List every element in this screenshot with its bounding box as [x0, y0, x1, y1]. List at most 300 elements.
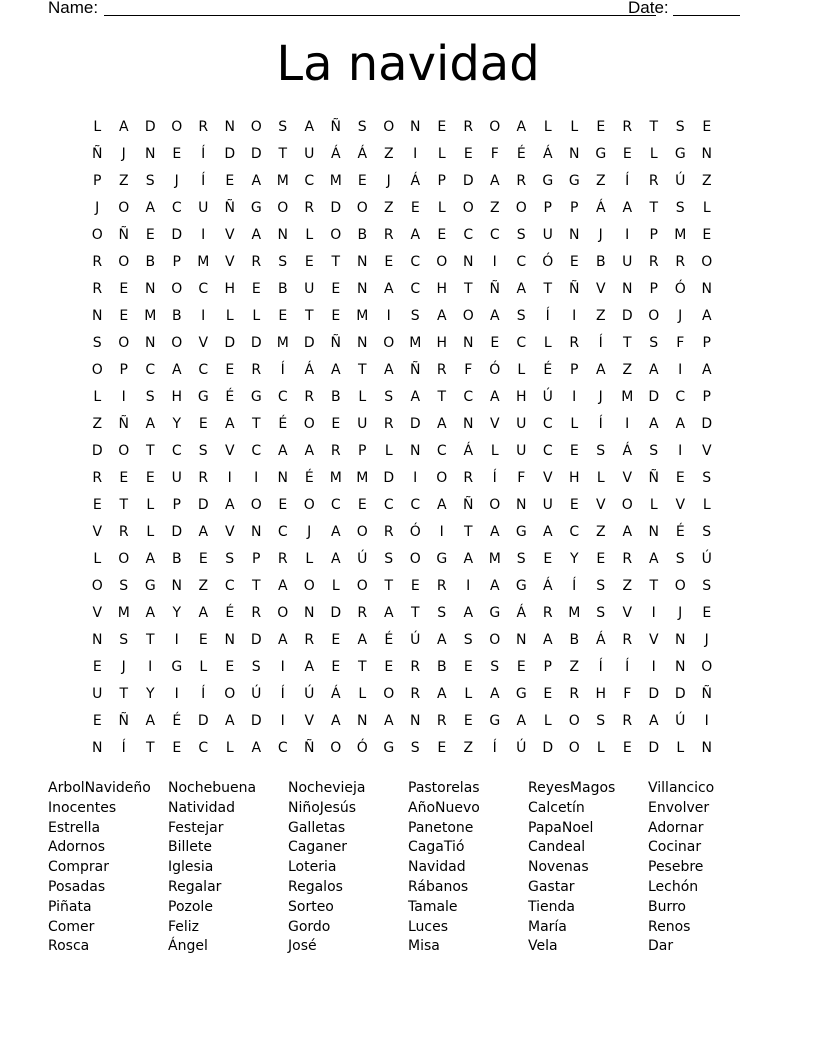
grid-letter[interactable]: E — [569, 254, 579, 270]
grid-letter[interactable]: S — [675, 200, 685, 216]
grid-letter[interactable]: G — [674, 146, 686, 162]
grid-letter[interactable]: T — [463, 281, 473, 297]
grid-letter[interactable]: L — [437, 146, 446, 162]
grid-letter[interactable]: O — [436, 470, 448, 486]
grid-letter[interactable]: S — [251, 659, 261, 675]
grid-letter[interactable]: S — [596, 443, 606, 459]
grid-letter[interactable]: C — [383, 497, 394, 513]
grid-letter[interactable]: R — [330, 443, 341, 459]
grid-letter[interactable]: A — [516, 713, 527, 729]
grid-letter[interactable]: T — [251, 578, 261, 594]
grid-letter[interactable]: T — [145, 443, 155, 459]
grid-letter[interactable]: C — [463, 227, 474, 243]
grid-letter[interactable]: Ó — [489, 362, 501, 378]
grid-letter[interactable]: E — [198, 551, 208, 567]
grid-letter[interactable]: R — [410, 659, 421, 675]
grid-letter[interactable]: N — [516, 497, 527, 513]
grid-letter[interactable]: D — [648, 389, 660, 405]
grid-letter[interactable]: V — [304, 713, 315, 729]
grid-letter[interactable]: R — [251, 605, 262, 621]
grid-letter[interactable]: Í — [545, 308, 550, 324]
grid-letter[interactable]: V — [701, 443, 712, 459]
grid-letter[interactable]: R — [463, 470, 474, 486]
grid-letter[interactable]: D — [303, 335, 315, 351]
grid-letter[interactable]: Í — [280, 362, 285, 378]
grid-letter[interactable]: A — [330, 551, 341, 567]
grid-letter[interactable]: Í — [492, 740, 497, 756]
grid-letter[interactable]: L — [225, 308, 234, 324]
grid-letter[interactable]: A — [145, 551, 156, 567]
grid-letter[interactable]: O — [171, 281, 183, 297]
grid-letter[interactable]: T — [543, 281, 553, 297]
grid-letter[interactable]: G — [542, 173, 554, 189]
grid-letter[interactable]: G — [197, 389, 209, 405]
grid-letter[interactable]: C — [410, 281, 421, 297]
grid-letter[interactable]: T — [649, 119, 659, 135]
grid-letter[interactable]: Ó — [409, 524, 421, 540]
grid-letter[interactable]: N — [357, 281, 368, 297]
grid-letter[interactable]: S — [410, 740, 420, 756]
grid-letter[interactable]: O — [330, 740, 342, 756]
grid-letter[interactable]: A — [410, 227, 421, 243]
grid-letter[interactable]: R — [622, 551, 633, 567]
grid-letter[interactable]: S — [675, 119, 685, 135]
grid-letter[interactable]: V — [595, 497, 606, 513]
grid-letter[interactable]: B — [357, 227, 368, 243]
grid-letter[interactable]: D — [674, 686, 686, 702]
grid-letter[interactable]: M — [356, 308, 369, 324]
grid-letter[interactable]: E — [702, 605, 712, 621]
grid-letter[interactable]: D — [171, 227, 183, 243]
grid-letter[interactable]: A — [436, 686, 447, 702]
grid-letter[interactable]: G — [515, 524, 527, 540]
grid-letter[interactable]: E — [225, 173, 235, 189]
grid-letter[interactable]: O — [409, 551, 421, 567]
grid-letter[interactable]: I — [280, 713, 285, 729]
grid-letter[interactable]: A — [542, 632, 553, 648]
grid-letter[interactable]: D — [701, 416, 713, 432]
grid-letter[interactable]: S — [410, 308, 420, 324]
grid-letter[interactable]: A — [145, 416, 156, 432]
grid-letter[interactable]: E — [490, 335, 500, 351]
grid-letter[interactable]: C — [542, 443, 553, 459]
grid-letter[interactable]: N — [463, 254, 474, 270]
grid-letter[interactable]: O — [171, 119, 183, 135]
grid-letter[interactable]: Í — [201, 173, 206, 189]
grid-letter[interactable]: G — [436, 551, 448, 567]
grid-letter[interactable]: E — [331, 281, 341, 297]
grid-letter[interactable]: G — [383, 740, 395, 756]
grid-letter[interactable]: C — [171, 200, 182, 216]
grid-letter[interactable]: O — [118, 254, 130, 270]
grid-letter[interactable]: E — [384, 659, 394, 675]
grid-letter[interactable]: Á — [410, 173, 421, 189]
grid-letter[interactable]: T — [357, 362, 367, 378]
grid-letter[interactable]: A — [171, 362, 182, 378]
grid-letter[interactable]: G — [595, 146, 607, 162]
grid-letter[interactable]: Z — [118, 173, 129, 189]
grid-letter[interactable]: E — [702, 227, 712, 243]
grid-letter[interactable]: O — [224, 686, 236, 702]
grid-letter[interactable]: O — [356, 200, 368, 216]
grid-letter[interactable]: P — [93, 173, 102, 189]
grid-letter[interactable]: O — [277, 605, 289, 621]
grid-letter[interactable]: Ú — [675, 173, 686, 189]
grid-letter[interactable]: L — [93, 119, 102, 135]
grid-letter[interactable]: O — [303, 497, 315, 513]
grid-letter[interactable]: S — [119, 578, 129, 594]
grid-letter[interactable]: P — [172, 497, 181, 513]
grid-letter[interactable]: E — [622, 740, 632, 756]
grid-letter[interactable]: Z — [622, 362, 633, 378]
grid-letter[interactable]: I — [651, 659, 656, 675]
grid-letter[interactable]: O — [383, 335, 395, 351]
grid-letter[interactable]: O — [356, 578, 368, 594]
grid-letter[interactable]: C — [145, 362, 156, 378]
grid-letter[interactable]: E — [410, 200, 420, 216]
grid-letter[interactable]: E — [410, 578, 420, 594]
grid-letter[interactable]: T — [251, 416, 261, 432]
grid-letter[interactable]: V — [224, 254, 235, 270]
grid-letter[interactable]: N — [463, 335, 474, 351]
grid-letter[interactable]: Ú — [516, 740, 527, 756]
grid-letter[interactable]: O — [118, 335, 130, 351]
grid-letter[interactable]: R — [569, 686, 580, 702]
grid-letter[interactable]: Z — [383, 146, 394, 162]
grid-letter[interactable]: Á — [330, 146, 341, 162]
grid-letter[interactable]: P — [702, 389, 711, 405]
grid-letter[interactable]: O — [436, 254, 448, 270]
grid-letter[interactable]: Z — [595, 308, 606, 324]
grid-letter[interactable]: I — [678, 443, 683, 459]
grid-letter[interactable]: O — [648, 308, 660, 324]
grid-letter[interactable]: D — [621, 308, 633, 324]
grid-letter[interactable]: O — [462, 308, 474, 324]
grid-letter[interactable]: P — [172, 254, 181, 270]
grid-letter[interactable]: T — [145, 632, 155, 648]
grid-letter[interactable]: D — [224, 146, 236, 162]
grid-letter[interactable]: T — [119, 497, 129, 513]
grid-letter[interactable]: E — [331, 308, 341, 324]
grid-letter[interactable]: J — [598, 227, 603, 243]
grid-letter[interactable]: S — [596, 578, 606, 594]
grid-letter[interactable]: A — [436, 308, 447, 324]
grid-letter[interactable]: B — [171, 551, 182, 567]
grid-letter[interactable]: M — [568, 605, 581, 621]
grid-letter[interactable]: A — [489, 524, 500, 540]
grid-letter[interactable]: R — [198, 119, 209, 135]
grid-letter[interactable]: V — [198, 335, 209, 351]
grid-letter[interactable]: O — [91, 362, 103, 378]
grid-letter[interactable]: I — [174, 632, 179, 648]
grid-letter[interactable]: E — [119, 308, 129, 324]
grid-letter[interactable]: O — [356, 524, 368, 540]
grid-letter[interactable]: Ñ — [410, 362, 421, 378]
grid-letter[interactable]: R — [383, 416, 394, 432]
grid-letter[interactable]: N — [92, 632, 103, 648]
grid-letter[interactable]: S — [119, 632, 129, 648]
grid-letter[interactable]: Z — [569, 659, 580, 675]
grid-letter[interactable]: A — [516, 281, 527, 297]
grid-letter[interactable]: D — [250, 632, 262, 648]
grid-letter[interactable]: I — [174, 686, 179, 702]
grid-letter[interactable]: L — [570, 416, 579, 432]
grid-letter[interactable]: O — [383, 119, 395, 135]
grid-letter[interactable]: A — [489, 173, 500, 189]
grid-letter[interactable]: A — [357, 632, 368, 648]
grid-letter[interactable]: Y — [145, 686, 155, 702]
grid-letter[interactable]: H — [595, 686, 607, 702]
grid-letter[interactable]: I — [386, 308, 391, 324]
grid-letter[interactable]: B — [145, 254, 156, 270]
grid-letter[interactable]: S — [384, 551, 394, 567]
grid-letter[interactable]: I — [704, 713, 709, 729]
grid-letter[interactable]: Ú — [701, 551, 712, 567]
grid-letter[interactable]: L — [93, 389, 102, 405]
grid-letter[interactable]: A — [277, 443, 288, 459]
grid-letter[interactable]: D — [250, 335, 262, 351]
grid-letter[interactable]: Ú — [675, 713, 686, 729]
grid-letter[interactable]: D — [542, 740, 554, 756]
grid-letter[interactable]: L — [649, 497, 658, 513]
grid-letter[interactable]: Á — [304, 362, 315, 378]
grid-letter[interactable]: D — [330, 605, 342, 621]
grid-letter[interactable]: A — [304, 443, 315, 459]
grid-letter[interactable]: V — [224, 227, 235, 243]
grid-letter[interactable]: Ñ — [304, 740, 315, 756]
grid-letter[interactable]: N — [92, 308, 103, 324]
grid-letter[interactable]: E — [225, 362, 235, 378]
grid-letter[interactable]: A — [277, 578, 288, 594]
grid-letter[interactable]: G — [489, 713, 501, 729]
grid-letter[interactable]: G — [250, 389, 262, 405]
grid-letter[interactable]: Ñ — [224, 200, 235, 216]
grid-letter[interactable]: A — [118, 119, 129, 135]
grid-letter[interactable]: Ñ — [118, 227, 129, 243]
grid-letter[interactable]: D — [383, 470, 395, 486]
grid-letter[interactable]: N — [410, 713, 421, 729]
grid-letter[interactable]: T — [357, 659, 367, 675]
grid-letter[interactable]: R — [622, 713, 633, 729]
grid-letter[interactable]: N — [251, 524, 262, 540]
grid-letter[interactable]: E — [331, 659, 341, 675]
grid-letter[interactable]: O — [462, 200, 474, 216]
grid-letter[interactable]: G — [568, 173, 580, 189]
grid-letter[interactable]: N — [516, 632, 527, 648]
grid-letter[interactable]: O — [303, 578, 315, 594]
grid-letter[interactable]: L — [596, 740, 605, 756]
grid-letter[interactable]: R — [463, 119, 474, 135]
grid-letter[interactable]: B — [595, 254, 606, 270]
grid-letter[interactable]: L — [225, 740, 234, 756]
grid-letter[interactable]: S — [675, 551, 685, 567]
grid-letter[interactable]: E — [172, 740, 182, 756]
grid-letter[interactable]: Ñ — [118, 713, 129, 729]
grid-letter[interactable]: N — [224, 119, 235, 135]
grid-letter[interactable]: N — [171, 578, 182, 594]
grid-letter[interactable]: O — [701, 254, 713, 270]
grid-letter[interactable]: A — [145, 713, 156, 729]
grid-letter[interactable]: J — [678, 308, 683, 324]
grid-letter[interactable]: R — [92, 254, 103, 270]
grid-letter[interactable]: B — [277, 281, 288, 297]
grid-letter[interactable]: Á — [516, 605, 527, 621]
grid-letter[interactable]: P — [543, 200, 552, 216]
grid-letter[interactable]: T — [463, 524, 473, 540]
grid-letter[interactable]: L — [305, 551, 314, 567]
grid-letter[interactable]: E — [596, 119, 606, 135]
grid-letter[interactable]: G — [171, 659, 183, 675]
grid-letter[interactable]: Ú — [357, 551, 368, 567]
grid-letter[interactable]: S — [702, 470, 712, 486]
grid-letter[interactable]: N — [304, 605, 315, 621]
grid-letter[interactable]: N — [675, 659, 686, 675]
grid-letter[interactable]: A — [251, 227, 262, 243]
grid-letter[interactable]: A — [277, 632, 288, 648]
grid-letter[interactable]: A — [648, 416, 659, 432]
grid-letter[interactable]: D — [648, 740, 660, 756]
grid-letter[interactable]: R — [436, 578, 447, 594]
grid-letter[interactable]: É — [384, 632, 394, 648]
grid-letter[interactable]: P — [358, 443, 367, 459]
grid-letter[interactable]: R — [92, 470, 103, 486]
grid-letter[interactable]: E — [622, 146, 632, 162]
grid-letter[interactable]: C — [277, 740, 288, 756]
grid-letter[interactable]: E — [92, 497, 102, 513]
grid-letter[interactable]: E — [145, 470, 155, 486]
grid-letter[interactable]: E — [702, 119, 712, 135]
grid-letter[interactable]: Á — [622, 443, 633, 459]
grid-letter[interactable]: O — [171, 335, 183, 351]
grid-letter[interactable]: S — [463, 632, 473, 648]
grid-letter[interactable]: O — [91, 578, 103, 594]
grid-letter[interactable]: I — [148, 659, 153, 675]
grid-letter[interactable]: T — [119, 686, 129, 702]
grid-letter[interactable]: E — [251, 281, 261, 297]
grid-letter[interactable]: R — [304, 200, 315, 216]
grid-letter[interactable]: I — [413, 470, 418, 486]
grid-letter[interactable]: C — [224, 578, 235, 594]
grid-letter[interactable]: N — [648, 524, 659, 540]
grid-letter[interactable]: D — [648, 686, 660, 702]
grid-letter[interactable]: O — [91, 227, 103, 243]
grid-letter[interactable]: A — [489, 686, 500, 702]
grid-letter[interactable]: S — [198, 443, 208, 459]
grid-letter[interactable]: L — [543, 335, 552, 351]
grid-letter[interactable]: U — [171, 470, 182, 486]
grid-letter[interactable]: Ñ — [330, 119, 341, 135]
grid-letter[interactable]: L — [464, 686, 473, 702]
grid-letter[interactable]: A — [224, 713, 235, 729]
grid-letter[interactable]: É — [172, 713, 182, 729]
grid-letter[interactable]: D — [250, 146, 262, 162]
grid-letter[interactable]: R — [277, 551, 288, 567]
grid-letter[interactable]: O — [621, 497, 633, 513]
grid-letter[interactable]: S — [702, 524, 712, 540]
grid-letter[interactable]: B — [436, 659, 447, 675]
grid-letter[interactable]: F — [517, 470, 526, 486]
grid-letter[interactable]: Z — [489, 200, 500, 216]
grid-letter[interactable]: C — [489, 227, 500, 243]
grid-letter[interactable]: S — [357, 119, 367, 135]
grid-letter[interactable]: R — [622, 119, 633, 135]
grid-letter[interactable]: C — [410, 497, 421, 513]
grid-letter[interactable]: E — [543, 551, 553, 567]
grid-letter[interactable]: D — [462, 173, 474, 189]
grid-letter[interactable]: Y — [172, 605, 182, 621]
grid-letter[interactable]: V — [622, 470, 633, 486]
grid-letter[interactable]: E — [331, 632, 341, 648]
grid-letter[interactable]: L — [146, 524, 155, 540]
grid-letter[interactable]: É — [225, 605, 235, 621]
grid-letter[interactable]: O — [303, 416, 315, 432]
grid-letter[interactable]: S — [516, 227, 526, 243]
grid-letter[interactable]: L — [517, 362, 526, 378]
grid-letter[interactable]: I — [413, 146, 418, 162]
grid-letter[interactable]: R — [92, 281, 103, 297]
grid-letter[interactable]: N — [410, 443, 421, 459]
grid-letter[interactable]: A — [463, 551, 474, 567]
grid-letter[interactable]: F — [464, 362, 473, 378]
grid-letter[interactable]: Í — [598, 335, 603, 351]
grid-letter[interactable]: A — [516, 119, 527, 135]
grid-letter[interactable]: I — [227, 470, 232, 486]
grid-letter[interactable]: P — [702, 335, 711, 351]
grid-letter[interactable]: T — [622, 335, 632, 351]
grid-letter[interactable]: C — [410, 254, 421, 270]
grid-letter[interactable]: T — [331, 254, 341, 270]
grid-letter[interactable]: Ñ — [648, 470, 659, 486]
grid-letter[interactable]: S — [225, 551, 235, 567]
grid-letter[interactable]: T — [384, 578, 394, 594]
grid-letter[interactable]: U — [622, 254, 633, 270]
grid-letter[interactable]: I — [572, 389, 577, 405]
grid-letter[interactable]: H — [515, 389, 527, 405]
grid-letter[interactable]: C — [198, 362, 209, 378]
grid-letter[interactable]: N — [463, 416, 474, 432]
grid-letter[interactable]: O — [383, 686, 395, 702]
grid-letter[interactable]: R — [542, 605, 553, 621]
grid-letter[interactable]: Z — [701, 173, 712, 189]
grid-letter[interactable]: Ñ — [118, 416, 129, 432]
grid-letter[interactable]: L — [384, 443, 393, 459]
grid-letter[interactable]: A — [410, 389, 421, 405]
grid-letter[interactable]: Ñ — [701, 686, 712, 702]
grid-letter[interactable]: Á — [330, 686, 341, 702]
grid-letter[interactable]: R — [118, 524, 129, 540]
grid-letter[interactable]: U — [304, 146, 315, 162]
grid-letter[interactable]: Z — [595, 173, 606, 189]
grid-letter[interactable]: E — [225, 659, 235, 675]
grid-letter[interactable]: S — [278, 119, 288, 135]
grid-letter[interactable]: P — [543, 659, 552, 675]
grid-letter[interactable]: M — [356, 470, 369, 486]
grid-letter[interactable]: R — [357, 605, 368, 621]
grid-letter[interactable]: É — [225, 389, 235, 405]
name-input-line[interactable] — [104, 15, 656, 16]
grid-letter[interactable]: Z — [463, 740, 474, 756]
grid-letter[interactable]: P — [252, 551, 261, 567]
grid-letter[interactable]: D — [409, 416, 421, 432]
grid-letter[interactable]: Í — [121, 740, 126, 756]
grid-letter[interactable]: Z — [92, 416, 103, 432]
grid-letter[interactable]: M — [488, 551, 501, 567]
grid-letter[interactable]: O — [250, 497, 262, 513]
grid-letter[interactable]: C — [463, 389, 474, 405]
grid-letter[interactable]: Í — [201, 686, 206, 702]
grid-letter[interactable]: V — [92, 524, 103, 540]
grid-letter[interactable]: S — [145, 389, 155, 405]
